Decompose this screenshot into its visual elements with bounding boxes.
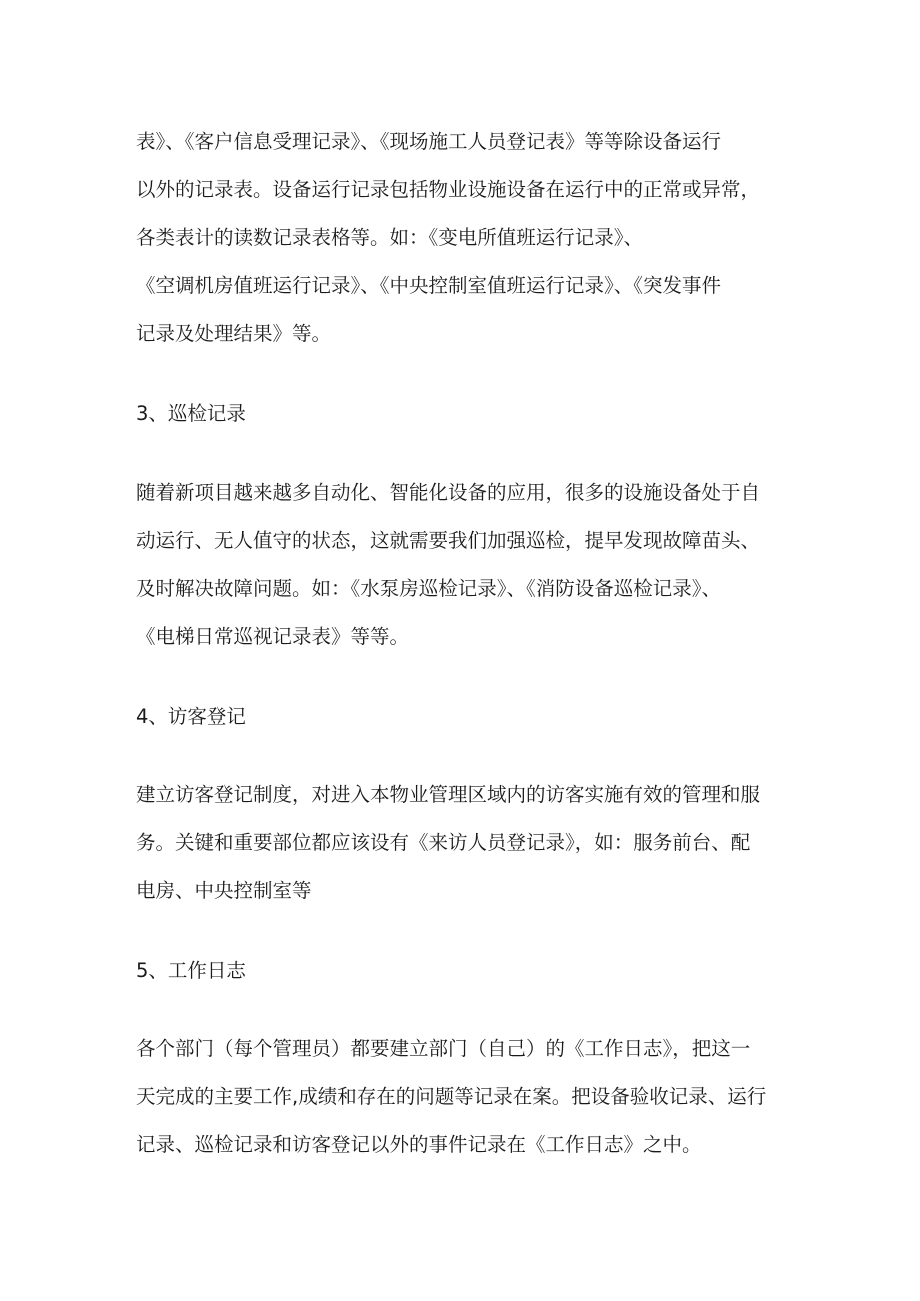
paragraph-1-line-3: 各类表计的读数记录表格等。如：《变电所值班运行记录》、 bbox=[136, 226, 644, 249]
section-4-line-3: 电房、中央控制室等 bbox=[136, 879, 312, 902]
section-3-line-4: 《电梯日常巡视记录表》等等。 bbox=[136, 625, 410, 648]
section-4-line-1: 建立访客登记制度，对进入本物业管理区域内的访客实施有效的管理和服 bbox=[136, 783, 761, 806]
section-4-heading: 4、访客登记 bbox=[136, 705, 246, 728]
paragraph-1-line-2: 以外的记录表。设备运行记录包括物业设施设备在运行中的正常或异常， bbox=[136, 178, 761, 201]
section-3-line-1: 随着新项目越来越多自动化、智能化设备的应用，很多的设施设备处于自 bbox=[136, 481, 761, 504]
paragraph-1-line-4: 《空调机房值班运行记录》、《中央控制室值班运行记录》、《突发事件 bbox=[136, 274, 722, 297]
section-3-line-3: 及时解决故障问题。如：《水泵房巡检记录》、《消防设备巡检记录》、 bbox=[136, 577, 722, 600]
paragraph-1-line-5: 记录及处理结果》等。 bbox=[136, 322, 332, 345]
section-5-line-1: 各个部门（每个管理员）都要建立部门（自己）的《工作日志》，把这一 bbox=[136, 1037, 751, 1060]
section-3-heading: 3、巡检记录 bbox=[136, 402, 246, 425]
section-5-line-3: 记录、巡检记录和访客登记以外的事件记录在《工作日志》之中。 bbox=[136, 1133, 702, 1156]
section-5-line-2: 天完成的主要工作,成绩和存在的问题等记录在案。把设备验收记录、运行 bbox=[136, 1085, 767, 1108]
paragraph-1-line-1: 表》、《客户信息受理记录》、《现场施工人员登记表》等等除设备运行 bbox=[136, 130, 722, 153]
section-4-line-2: 务。关键和重要部位都应该设有《来访人员登记录》，如：服务前台、配 bbox=[136, 831, 751, 854]
section-3-line-2: 动运行、无人值守的状态，这就需要我们加强巡检，提早发现故障苗头、 bbox=[136, 529, 761, 552]
section-5-heading: 5、工作日志 bbox=[136, 959, 246, 982]
